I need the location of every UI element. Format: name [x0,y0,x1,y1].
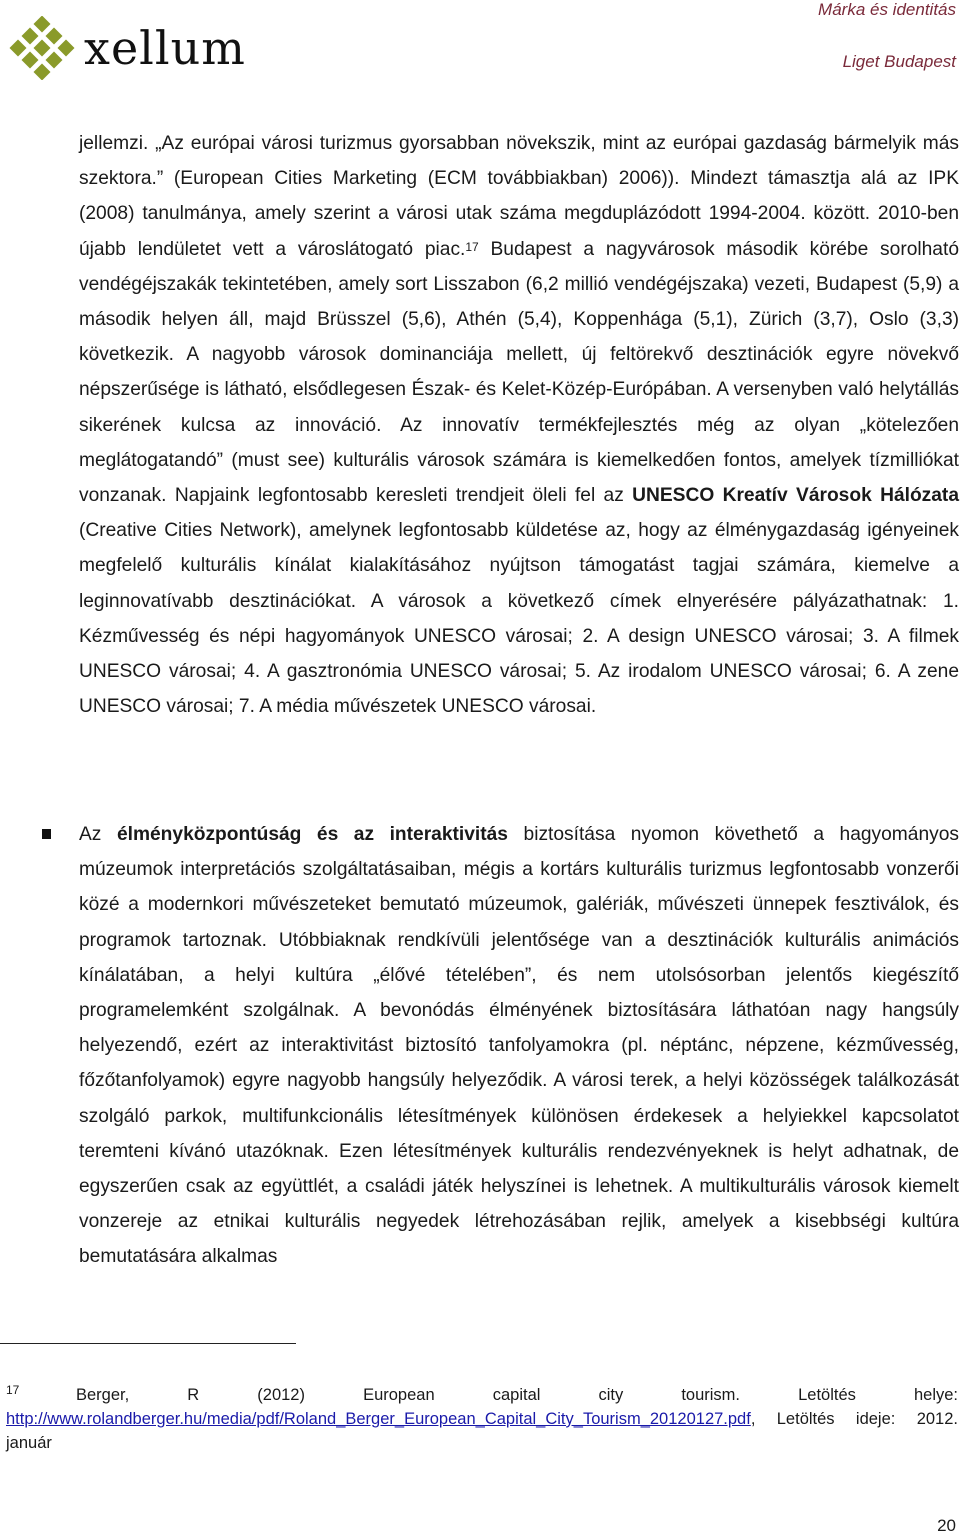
p1-text-b: Budapest a nagyvárosok második körébe sorolható vendégéjszakák tekintetében, amely sort Lisszabon (6,2 millió vendégéjszaka) vezeti, Budapest (5,9) a második helyen áll, majd Brüsszel (5,6), Athén (5,4), Koppenhága (5,1), Zürich (3,7), Oslo (3,3) következik. A nagyobb városok dominanciája mellett, új feltörekvő desztinációk egyre növekvő népszerűsége is látható, elsődlegesen Észak- és Kelet-Közép-Európában. A versenyben való helytállás sikerének kulcsa az innováció. Az innovatív termékfejlesztés még az olyan „kötelezően meglátogatandó” (must see) kulturális városok számára is kiemelkedően fontos, amelyek tízmilliókat vonzanak. Napjaink legfontosabb keresleti trendjeit öleli fel az [79,238,959,507]
footnote-citation: Berger, R (2012) European capital city tourism. Letöltés helye: [76,1386,958,1404]
footnote-download-date: , Letöltés ideje: 2012. január [6,1410,958,1452]
logo-diamond-icon [8,16,78,80]
p1-text-c: (Creative Cities Network), amelynek legfontosabb küldetése az, hogy az élménygazdaság igényeinek megfelelő kulturális kínálat kialakításához nyújtson támogatást tagjai számára, kiemelve a leginnovatívabb desztinációkat. A városok a következő címek elnyerésére pályázathatnak: 1. Kézművesség és népi hagyományok UNESCO városai; 2. A design UNESCO városai; 3. A filmek UNESCO városai; 4. A gasztronómia UNESCO városai; 5. Az irodalom UNESCO városai; 6. A zene UNESCO városai; 7. A média művészetek UNESCO városai. [79,520,959,718]
p2-text-b: biztosítása nyomon követhető a hagyományos múzeumok interpretációs szolgáltatásaiban, mégis a kortárs kulturális turizmus legfontosabb vonzerői közé a modernkori művészeteket bemutató múzeumok, galériák, művészeti ünnepek fesztiválok, és programok tartoznak. Utóbbiaknak rendkívüli jelentősége van a desztinációk kulturális animációs kínálatában, a helyi kultúra „élővé tételében”, és nem utolsósorban jelentős kiegészítő programelemként szolgálnak. A bevonódás élményének biztosítására láthatóan nagy hangsúly helyezendő, ezért az interaktivitást biztosító tanfolyamokra (pl. néptánc, népzene, kézművesség, főzőtanfolyamok) egyre nagyobb hangsúly helyeződik. A városi terek, a helyi közösségek találkozását szolgáló parkok, multifunkcionális létesítmények különösen érdekesek a helyiekkel kapcsolatot teremteni kívánó utazóknak. Ezen létesítmények kulturális rendezvényeknek is helyt adhatnak, de egyszerűen csak az együttlét, a családi játék helyszínei is lehetnek. A multikulturális városok kiemelt vonzereje az etnikai kulturális negyedek létrehozásában rejlik, amelyek a kisebbségi kultúra bemutatására alkalmas [79,824,959,1268]
body-paragraph-1 [79,126,959,724]
p2-text-a: Az [79,824,117,845]
xellum-logo [8,16,246,80]
body-paragraph-2 [79,817,959,1275]
header-project-title: Liget Budapest [842,52,956,71]
footnote-divider [0,1343,296,1344]
footnote-number: 17 [6,1383,20,1397]
footnote-reference[interactable]: 17 [465,239,479,254]
p2-bold-term: élményközpontúság és az interaktivitás [116,824,508,845]
footnote-text [6,1383,958,1455]
p1-bold-term: UNESCO Kreatív Városok Hálózata [632,485,959,507]
p1-text-a: jellemzi. „Az európai városi turizmus gyorsabban növekszik, mint az európai gazdaság bármelyik más szektora.” (European Cities Marketing (ECM továbbiakban) 2006)). Mindezt támasztja alá az IPK (2008) tanulmánya, amely szerint a városi utak száma megduplázódott 1994-2004. között. 2010-ben újabb lendületet vett a városlátogató piac. [79,133,959,260]
logo-wordmark: xellum [84,21,246,75]
header-section-title: Márka és identitás [818,0,956,19]
footnote-link[interactable]: http://www.rolandberger.hu/media/pdf/Roland_Berger_European_Capital_City_Tourism_20120127.pdf [6,1410,751,1428]
page-number: 20 [937,1516,956,1535]
bullet-square-icon [42,829,51,839]
